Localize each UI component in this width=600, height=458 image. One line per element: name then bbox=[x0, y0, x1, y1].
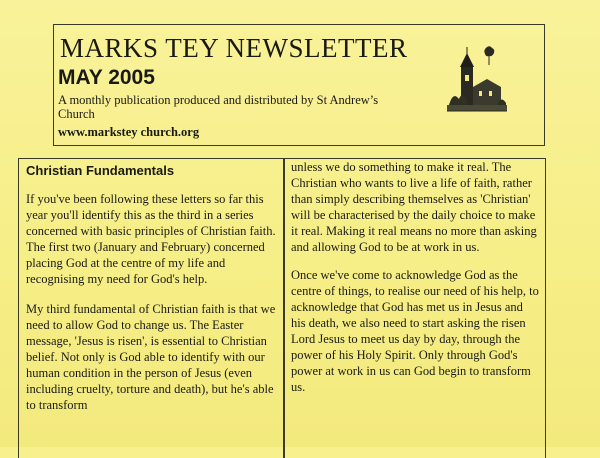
church-illustration-icon bbox=[447, 43, 507, 115]
article-paragraph: My third fundamental of Christian faith is that we need to allow God to change us. The Easter message, 'Jesus is risen', is essential to Christian belief. Not only is God able to identify with our human condition in the person of Jesus (even including cruelty, torture and death), but he's able to transform bbox=[26, 302, 276, 412]
article-heading: Christian Fundamentals bbox=[26, 163, 175, 178]
article-paragraph: If you've been following these letters so far this year you'll identify this as the third in a series concerned with basic principles of Christian faith. The first two (January and February) concerned placing God at the centre of my life and recognising my need for God's help. bbox=[26, 192, 276, 286]
masthead bbox=[53, 24, 545, 146]
article-column-left bbox=[18, 158, 284, 458]
website: www.markstey church.org bbox=[58, 125, 200, 139]
article-paragraph: unless we do something to make it real. The Christian who wants to live a life of faith, rather than simply describing themselves as 'Christian' will be characterised by the daily choice to make it real. Making it real means no more than asking and allowing God to be at work in us. bbox=[291, 160, 537, 254]
tagline: A monthly publication produced and distributed by St Andrew’s Church bbox=[58, 93, 379, 121]
article-paragraph: Once we've come to acknowledge God as the centre of things, to realise our need of his help, to acknowledge that God has met us in Jesus and his death, we also need to start asking the risen Lord Jesus to meet us day by day, through the power of his Holy Spirit. Only through God's power at work in us can God begin to transform us. bbox=[291, 268, 539, 394]
article-column-right bbox=[284, 158, 546, 458]
issue-date: MAY 2005 bbox=[58, 66, 155, 89]
newsletter-title: MARKS TEY NEWSLETTER bbox=[60, 33, 408, 63]
